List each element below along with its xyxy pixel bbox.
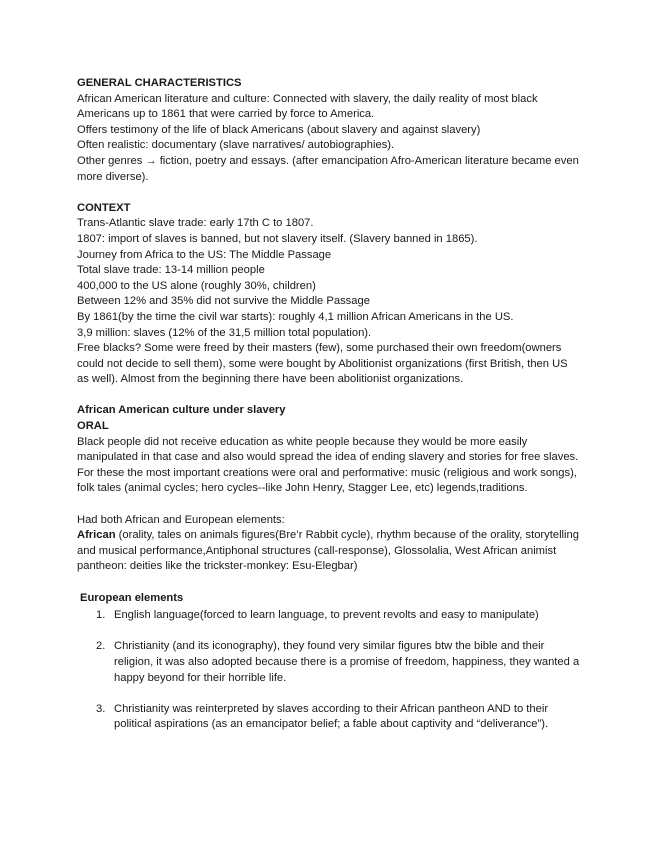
list-item	[77, 702, 582, 733]
document-page	[77, 76, 582, 749]
general-line: Often realistic: documentary (slave narratives/ autobiographies).	[77, 139, 395, 152]
list-item-text: Christianity was reinterpreted by slaves according to their African pantheon AND to their political aspirations (as an emancipator belief; a fable about captivity and “deliverance”).	[114, 702, 549, 731]
elements-intro: Had both African and European elements:	[77, 513, 285, 526]
context-line: Total slave trade: 13-14 million people	[77, 264, 265, 277]
general-line: Offers testimony of the life of black Americans (about slavery and against slavery)	[77, 123, 481, 136]
list-item-text: English language(forced to learn language, to prevent revolts and easy to manipulate)	[114, 609, 539, 622]
list-item-text: Christianity (and its iconography), they found very similar figures btw the bible and their religion, it was also adopted because there is a promise of freedom, happiness, they wanted a happy beyond for their horrible life.	[114, 640, 580, 684]
context-line: 3,9 million: slaves (12% of the 31,5 million total population).	[77, 326, 372, 339]
african-elements-paragraph	[77, 528, 582, 575]
context-line: 400,000 to the US alone (roughly 30%, children)	[77, 279, 316, 292]
list-number: 1.	[96, 609, 106, 622]
list-item	[77, 608, 582, 624]
context-paragraph: Free blacks? Some were freed by their masters (few), some purchased their own freedom(owners could not decide to sell them), some were bought by Abolitionist organizations (first British, then US as well). Almost from the beginning there have been abolitionist organizations.	[77, 342, 568, 386]
african-label: African	[77, 529, 116, 542]
section-heading-general: GENERAL CHARACTERISTICS	[77, 77, 242, 89]
european-elements-list	[77, 608, 582, 733]
african-text: (orality, tales on animals figures(Bre’r Rabbit cycle), rhythm because of the orality, storytelling and musical performance,Antiphonal structures (call-response), Glossolalia, West African animist pantheon: deities like the trickster-monkey: Esu-Elegbar)	[77, 529, 579, 573]
list-item	[77, 639, 582, 686]
section-heading-context: CONTEXT	[77, 201, 131, 214]
general-line: African American literature and culture: Connected with slavery, the daily reality of most black Americans up to 1861 that were carried by force to America.	[77, 92, 538, 121]
section-heading-european: European elements	[80, 591, 184, 604]
context-line: Between 12% and 35% did not survive the Middle Passage	[77, 295, 370, 308]
subheading-oral: ORAL	[77, 420, 109, 433]
list-number: 2.	[96, 640, 106, 653]
section-heading-culture: African American culture under slavery	[77, 404, 286, 417]
context-line: 1807: import of slaves is banned, but not slavery itself. (Slavery banned in 1865).	[77, 232, 478, 245]
context-line: By 1861(by the time the civil war starts): roughly 4,1 million African Americans in the US.	[77, 310, 514, 323]
general-line: Other genres → fiction, poetry and essays. (after emancipation Afro-American literature became even more diverse).	[77, 154, 579, 183]
context-line: Trans-Atlantic slave trade: early 17th C to 1807.	[77, 217, 314, 230]
oral-paragraph: Black people did not receive education as white people because they would be more easily manipulated in that case and also would spread the idea of ending slavery and stories for free slaves. For these the most important creations were oral and performative: music (religious and work songs), folk tales (animal cycles; hero cycles--like John Henry, Stagger Lee, etc) legends,traditions.	[77, 435, 579, 495]
list-number: 3.	[96, 702, 106, 715]
context-line: Journey from Africa to the US: The Middle Passage	[77, 248, 332, 261]
